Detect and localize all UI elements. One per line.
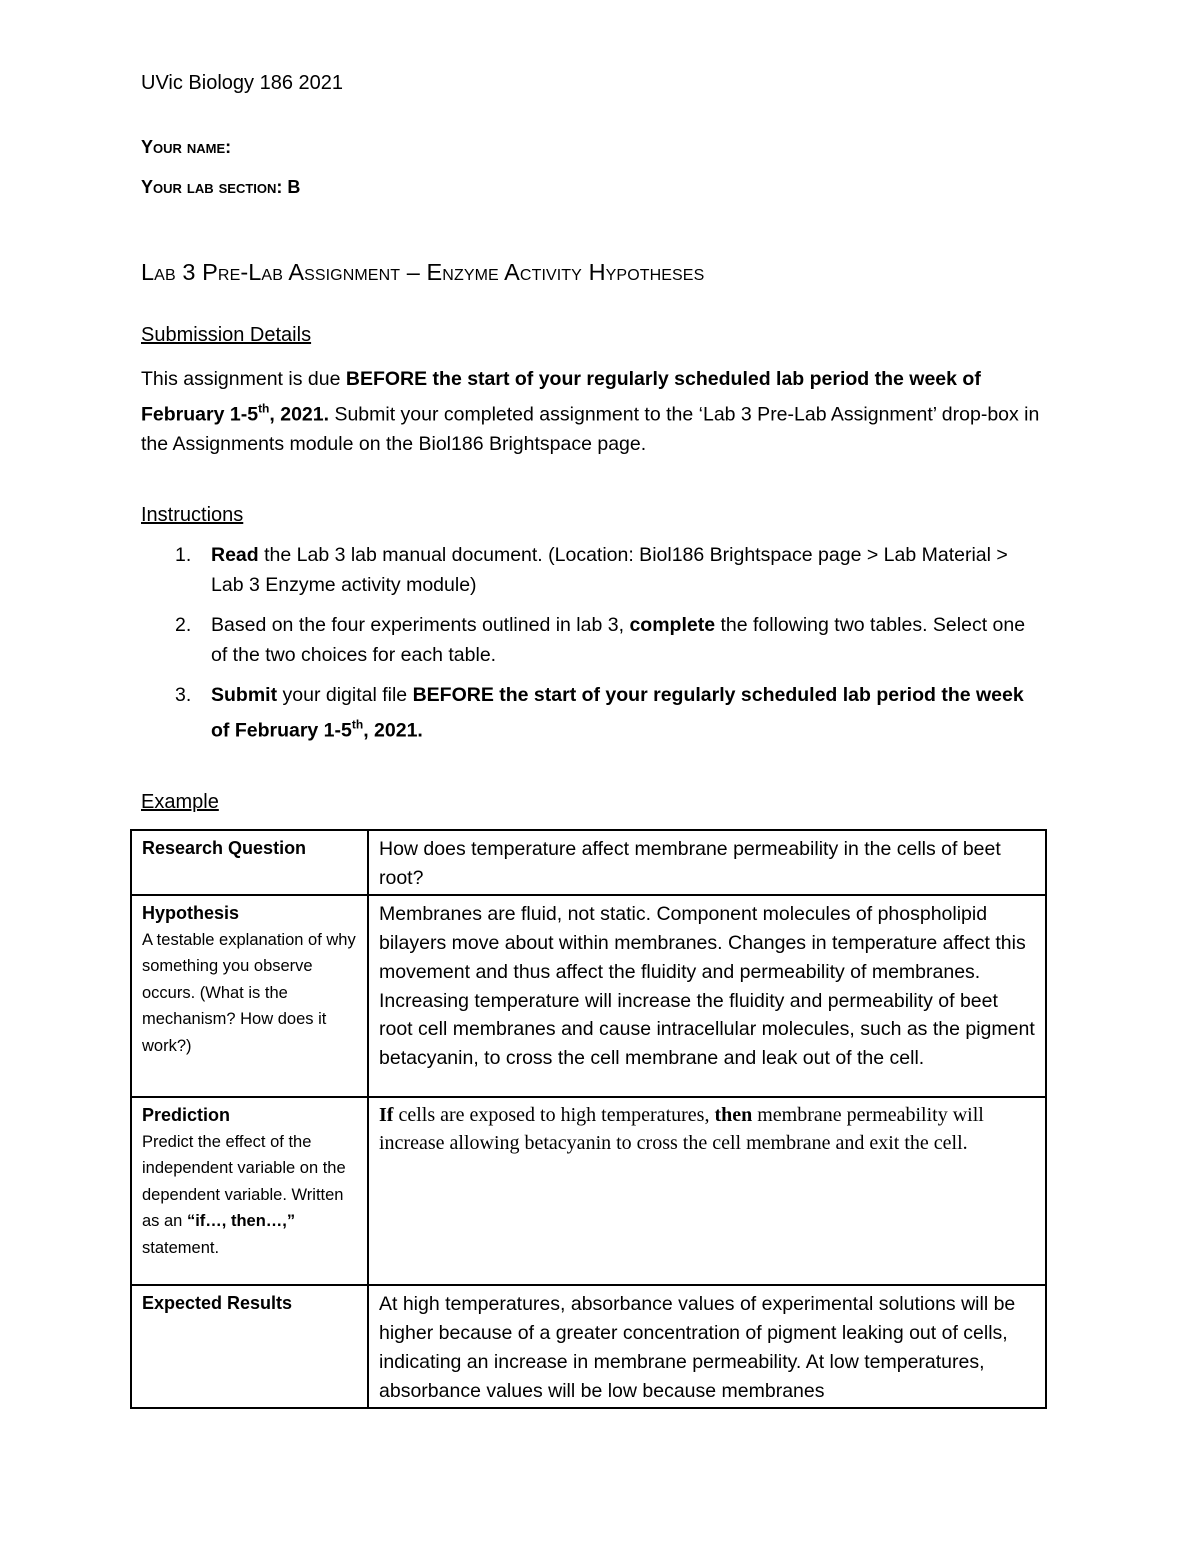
list-item	[141, 541, 1041, 600]
instruction-sup: th	[351, 717, 364, 732]
row-label-cell	[131, 1097, 368, 1285]
row-label-cell	[131, 830, 368, 895]
table-row	[131, 895, 1046, 1097]
row-label: Hypothesis	[142, 903, 240, 924]
instruction-text: the following two tables. Select one of the two choices for each table.	[211, 614, 1026, 666]
section-label: Your lab section:	[141, 177, 283, 197]
row-description-text: Predict the effect of the independent variable on the dependent variable. Written as an	[142, 1132, 346, 1231]
section-field	[141, 177, 300, 198]
instruction-bold: , 2021.	[363, 719, 423, 741]
row-value	[368, 1097, 1046, 1285]
row-value: How does temperature affect membrane permeability in the cells of beet root?	[368, 830, 1046, 895]
submission-heading: Submission Details	[141, 324, 312, 346]
example-table	[130, 829, 1047, 1409]
instruction-bold: BEFORE the start of your regularly scheduled lab period the week of February 1-5	[211, 684, 1024, 741]
row-label-cell	[131, 1285, 368, 1408]
prediction-text: cells are exposed to high temperatures,	[393, 1104, 715, 1127]
row-description	[142, 1129, 358, 1262]
instruction-bold: Submit	[211, 684, 278, 706]
instruction-text: Based on the four experiments outlined in lab 3,	[211, 614, 630, 636]
submission-text-2: Submit your completed assignment to the ‘Lab 3 Pre-Lab Assignment’ drop-box in the Assignments module on the Biol186 Brightspace page.	[141, 403, 1040, 455]
row-description-bold: “if…, then…,”	[186, 1212, 296, 1231]
prediction-text: membrane permeability will increase allowing betacyanin to cross the cell membrane and exit the cell.	[379, 1104, 984, 1154]
row-label-cell	[131, 895, 368, 1097]
document-title: Lab 3 Pre-Lab Assignment – Enzyme Activity Hypotheses	[141, 259, 705, 285]
name-label: Your name:	[141, 137, 232, 157]
section-value: B	[287, 177, 301, 197]
prediction-then: then	[714, 1104, 753, 1127]
table-row	[131, 1285, 1046, 1408]
instruction-text: your digital file	[277, 684, 413, 706]
instructions-heading: Instructions	[141, 504, 244, 526]
submission-year: , 2021.	[269, 403, 330, 425]
instruction-text: the Lab 3 lab manual document. (Location: Biol186 Brightspace page > Lab Material > Lab 3 Enzyme activity module)	[211, 544, 1008, 596]
table-row	[131, 830, 1046, 895]
list-number: 1.	[175, 544, 192, 566]
row-description-end: statement.	[142, 1238, 220, 1257]
submission-deadline: BEFORE the start of your regularly scheduled lab period the week of February 1-5	[141, 368, 981, 425]
row-value: Membranes are fluid, not static. Component molecules of phospholipid bilayers move about within membranes. Changes in temperature affect this movement and thus affect the fluidity and permeability of membranes. Increasing temperature will increase the fluidity and permeability of beet root cell membranes and cause intracellular molecules, such as the pigment betacyanin, to cross the cell membrane and leak out of the cell.	[368, 895, 1046, 1097]
name-field	[141, 137, 231, 158]
course-header: UVic Biology 186 2021	[141, 72, 343, 94]
row-label: Prediction	[142, 1105, 231, 1126]
list-item	[141, 611, 1041, 670]
submission-paragraph	[141, 365, 1041, 459]
row-label: Research Question	[142, 838, 307, 858]
submission-deadline-sup: th	[258, 401, 270, 416]
instruction-bold: Read	[211, 544, 259, 566]
table-row	[131, 1097, 1046, 1285]
row-description: A testable explanation of why something you observe occurs. (What is the mechanism? How does it work?)	[142, 930, 356, 1055]
instruction-bold: complete	[629, 614, 716, 636]
row-label: Expected Results	[142, 1293, 293, 1314]
submission-text-1: This assignment is due	[141, 368, 346, 390]
instructions-list	[141, 541, 1041, 757]
list-number: 2.	[175, 614, 192, 636]
prediction-if: If	[379, 1104, 394, 1127]
example-heading: Example	[141, 791, 219, 813]
list-number: 3.	[175, 684, 192, 706]
list-item	[141, 681, 1041, 746]
row-value: At high temperatures, absorbance values of experimental solutions will be higher because of a greater concentration of pigment leaking out of cells, indicating an increase in membrane permeability. At low temperatures, absorbance values will be low because membranes	[368, 1285, 1046, 1408]
